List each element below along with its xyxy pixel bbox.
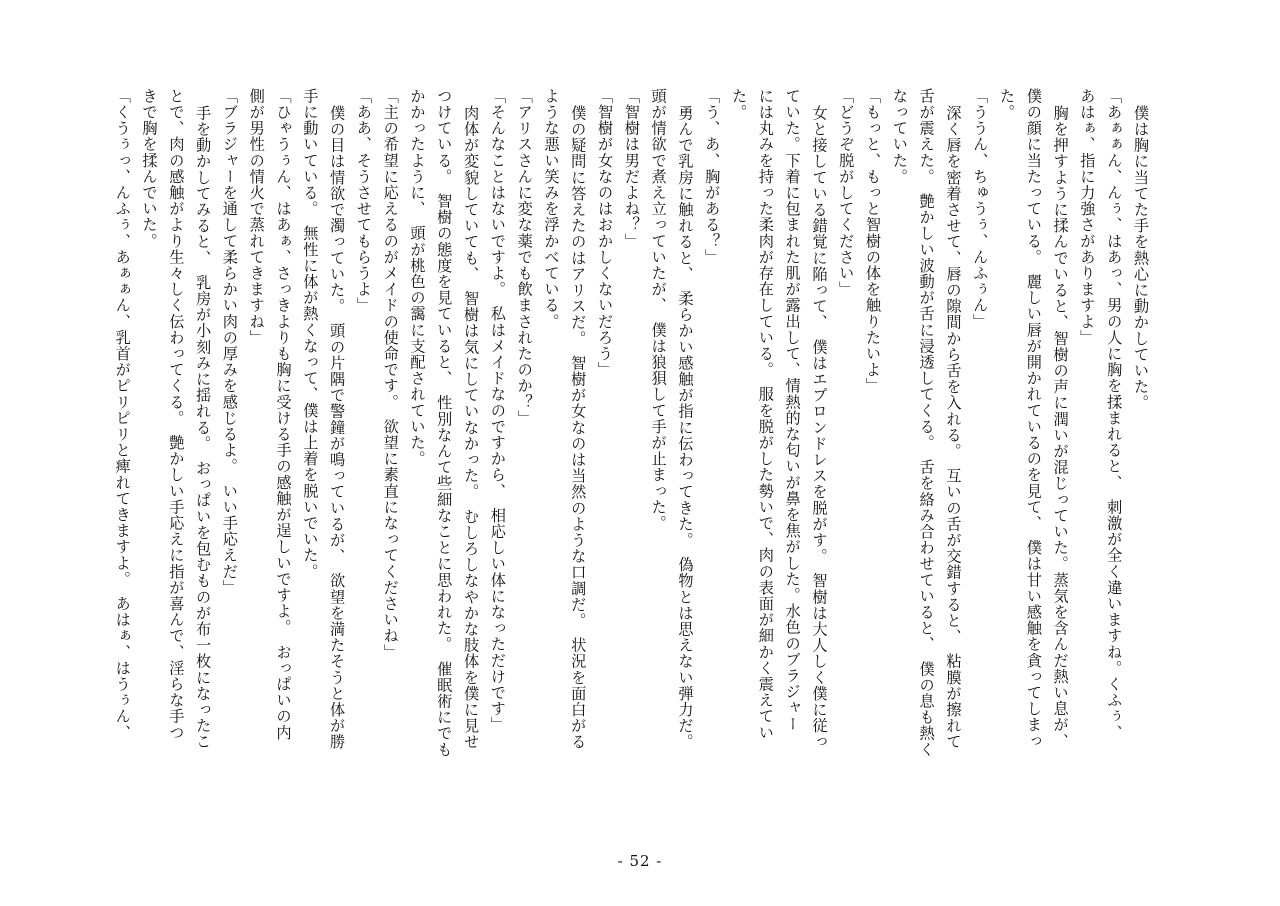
text-line: かかったように、 頭が桃色の靄に支配されていた。 <box>408 88 427 467</box>
text-line: 「アリスさんに変な薬でも飲まされたのか？」 <box>515 88 534 427</box>
text-line: 「もっと、もっと智樹の体を触りたいよ」 <box>864 88 883 394</box>
text-line: 僕の目は情欲で濁っていた。 頭の片隅で警鐘が鳴っているが、 欲望を満たそうと体が勝 <box>328 105 347 750</box>
text-line: つけている。 智樹の態度を見ていると、 性別なんて些細なことに思われた。 催眠術にでも <box>435 88 454 758</box>
text-line: た。 <box>998 88 1017 121</box>
text-line: 女と接している錯覚に陥って、 僕はエプロンドレスを脱がす。 智樹は大人しく僕に従っ <box>810 105 829 750</box>
text-line: 僕の顔に当たっている。 麗しい唇が開かれているのを見て、 僕は甘い感触を貪ってしまっ <box>1024 88 1043 749</box>
text-line: きで胸を揉んでいた。 <box>140 88 159 249</box>
text-line: 舌が震えた。 艶かしい波動が舌に浸透してくる。 舌を絡み合わせていると、 僕の息も熱く <box>917 88 936 758</box>
text-line: 「どうぞ脱がしてください」 <box>837 88 856 298</box>
text-line: 「智樹が女なのはおかしくないだろう」 <box>596 88 615 378</box>
text-line: 手を動かしてみると、 乳房が小刻みに揺れる。 おっぱいを包むものが布一枚になったこ <box>194 105 213 750</box>
text-line: 手に動いている。 無性に体が熱くなって、僕は上着を脱いでいた。 <box>301 88 320 580</box>
text-line: なっていた。 <box>890 88 909 185</box>
novel-body-text <box>110 88 1154 794</box>
text-line: 勇んで乳房に触れると、 柔らかい感触が指に伝わってきた。 偽物とは思えない弾力だ。 <box>676 105 695 750</box>
text-line: ていた。下着に包まれた肌が露出して、情熱的な匂いが鼻を焦がした。水色のブラジャー <box>783 88 802 732</box>
text-line: 胸を押すように揉んでいると、智樹の声に潤いが混じっていた。蒸気を含んだ熱い息が、 <box>1051 105 1070 749</box>
text-line: 「ああ、そうさせてもらうよ」 <box>354 88 373 314</box>
text-line: 「あぁぁん、んぅ、はあっ、男の人に胸を揉まれると、 刺激が全く違いますね。くふぅ、 <box>1105 88 1124 741</box>
text-line: 「そんなことはないですよ。 私はメイドなのですから、 相応しい体になっただけです」 <box>488 88 507 733</box>
text-line: 肉体が変貌していても、 智樹は気にしていなかった。 むしろしなやかな肢体を僕に見せ <box>462 105 481 750</box>
text-line: 僕の疑問に答えたのはアリスだ。 智樹が女なのは当然のような口調だ。 状況を面白がる <box>569 105 588 750</box>
text-line: とで、肉の感触がより生々しく伝わってくる。 艶かしい手応えに指が喜んで、淫らな手つ <box>167 88 186 741</box>
text-line: には丸みを持った柔肉が存在している。 服を脱がした勢いで、肉の表面が細かく震えてい <box>756 88 775 741</box>
text-line: 「くうぅっ、んふぅ、あぁぁん、乳首がピリピリと痺れてきますよ。 あはぁ、はうぅん、 <box>113 88 132 741</box>
text-line: 「主の希望に応えるのがメイドの使命です。 欲望に素直になってくださいね」 <box>381 88 400 660</box>
text-line: あはぁ、指に力強さがありますよ」 <box>1078 88 1097 346</box>
text-line: 深く唇を密着させて、唇の隙間から舌を入れる。 互いの舌が交錯すると、 粘膜が擦れて <box>944 105 963 750</box>
page-number: - 52 - <box>617 852 663 870</box>
text-line: 「う、あ、胸がある？」 <box>703 88 722 266</box>
text-line: ような悪い笑みを浮かべている。 <box>542 88 561 330</box>
text-line: 側が男性の情火で蒸れてきますね」 <box>247 88 266 346</box>
text-line: 「ブラジャーを通して柔らかい肉の厚みを感じるよ。 いい手応えだ」 <box>220 88 239 596</box>
text-line: た。 <box>730 88 749 121</box>
text-line: 「ひゃうぅん、はあぁ、さっきよりも胸に受ける手の感触が逞しいですよ。 おっぱいの内 <box>274 88 293 741</box>
text-line: 頭が情欲で煮え立っていたが、 僕は狼狽して手が止まった。 <box>649 88 668 532</box>
text-line: 「ううん、ちゅうぅ、んふぅん」 <box>971 88 990 330</box>
text-line: 「智樹は男だよね？」 <box>622 88 641 249</box>
text-line: 僕は胸に当てた手を熱心に動かしていた。 <box>1132 105 1150 411</box>
